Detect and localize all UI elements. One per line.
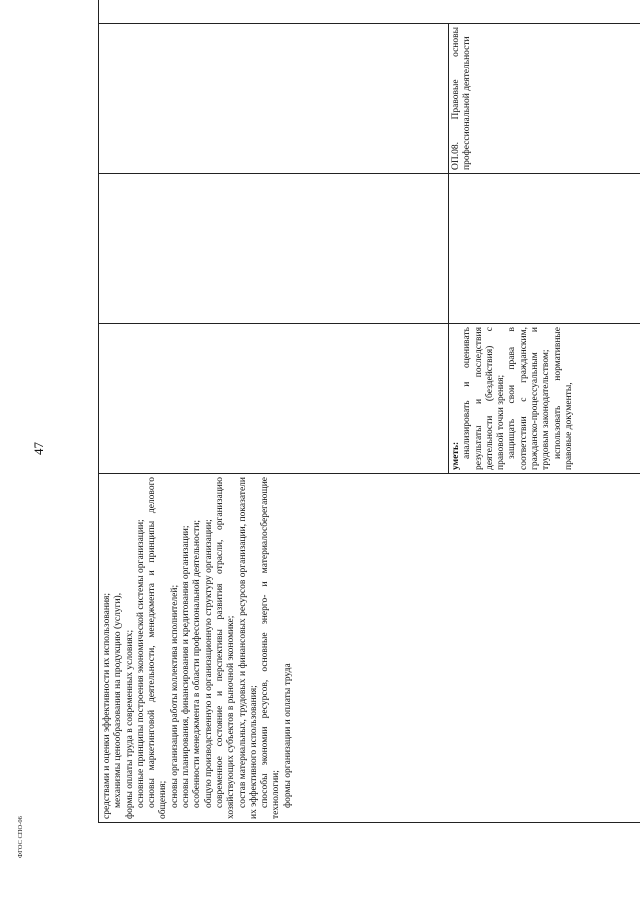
skill-item: защищать свои права в соответствии с гражданским, гражданско-процессуальным и трудовым законодательством; [507, 327, 552, 470]
knowledge-item: механизмы ценообразования на продукцию (услуги), [113, 592, 124, 808]
empty-cell [99, 174, 449, 324]
skill-item: использовать нормативные правовые документы, [552, 327, 574, 470]
knowledge-item: состав материальных, трудовых и финансовых ресурсов организации, показатели их эффективного использования; [237, 477, 259, 819]
knowledge-item: средствами и оценки эффективности их использования; [102, 592, 112, 819]
content-cell [99, 474, 640, 823]
footer-code: ФГОС СПО-06 [17, 816, 24, 858]
skills-cell [449, 324, 640, 474]
knowledge-item: основы планирования, финансирования и кредитования организации; [181, 525, 192, 808]
discipline-cell [449, 24, 640, 174]
knowledge-item: формы оплаты труда в современных условиях; [124, 629, 135, 819]
competencies-cell [99, 0, 640, 24]
skills-heading: уметь: [451, 441, 461, 470]
skill-item: анализировать и оценивать результаты и последствия деятельности (бездействия) с правовой точки зрения; [462, 327, 507, 470]
knowledge-item: основы организации работы коллектива исполнителей; [169, 584, 180, 808]
empty-cell [99, 24, 449, 174]
table-row [99, 0, 449, 823]
empty-cell [449, 174, 640, 324]
knowledge-item: современное состояние и перспективы развития отрасли, организацию хозяйствующих субъектов в рыночной экономике; [214, 477, 237, 819]
knowledge-item: общую производственную и организационную структуру организации; [203, 519, 214, 808]
knowledge-item: способы экономии ресурсов, основные энерго- и материалосберегающие технологии; [260, 477, 282, 819]
empty-cell [99, 324, 449, 474]
curriculum-table [98, 0, 640, 823]
standard-table-rotated [98, 27, 596, 823]
knowledge-item: основные принципы построения экономической системы организации; [135, 519, 146, 808]
knowledge-item: формы организации и оплаты труда [282, 663, 293, 808]
page-number: 47 [31, 442, 46, 455]
knowledge-item: основы маркетинговой деятельности, менеджмента и принципы делового общения; [147, 477, 169, 819]
discipline-name: ОП.08. Правовые основы профессиональной деятельности [451, 27, 473, 170]
knowledge-item: особенности менеджмента в области профессиональной деятельности; [192, 519, 203, 808]
